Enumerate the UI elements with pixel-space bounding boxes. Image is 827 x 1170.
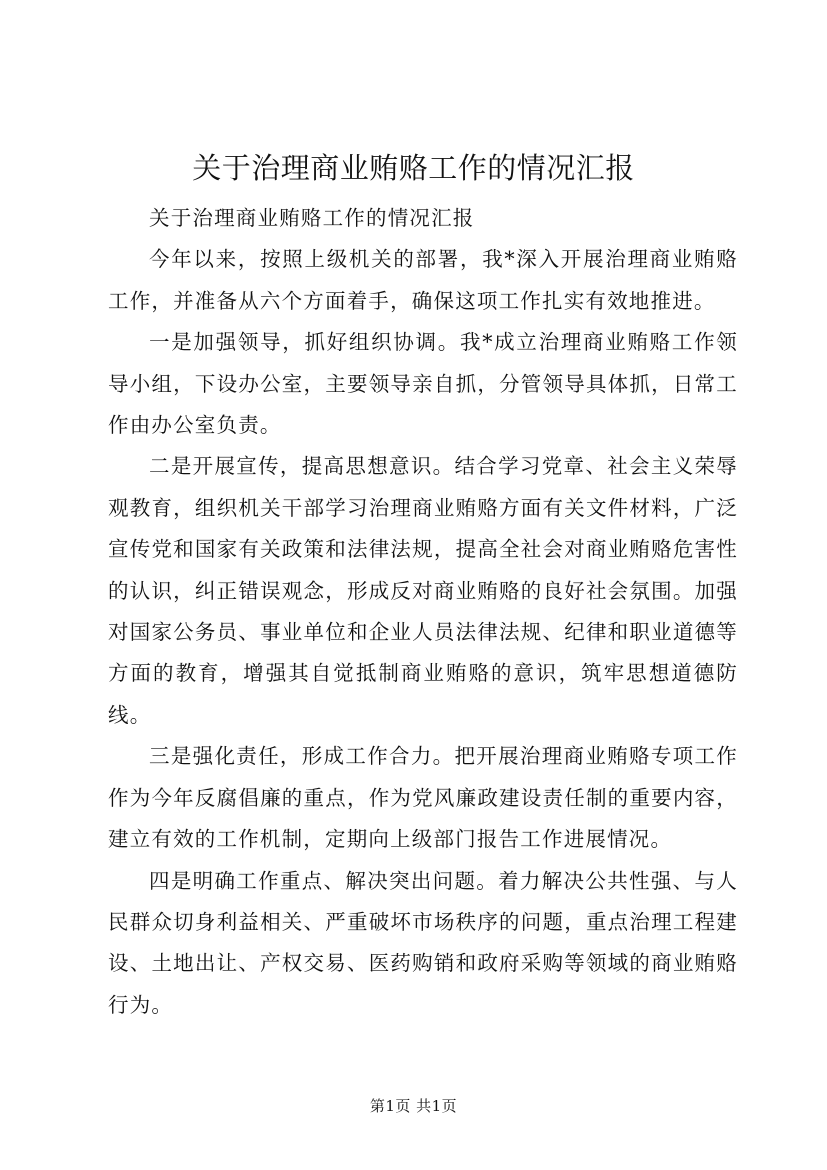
paragraph-point-four: 四是明确工作重点、解决突出问题。着力解决公共性强、与人民群众切身利益相关、严重破坏市场秩序的问题，重点治理工程建设、土地出让、产权交易、医药购销和政府采购等领域的商业贿赂行为。	[108, 868, 738, 1017]
paragraph-point-three: 三是强化责任，形成工作合力。把开展治理商业贿赂专项工作作为今年反腐倡廉的重点，作为党风廉政建设责任制的重要内容，建立有效的工作机制，定期向上级部门报告工作进展情况。	[108, 744, 738, 852]
paragraph-subtitle: 关于治理商业贿赂工作的情况汇报	[149, 206, 475, 230]
paragraph-point-one: 一是加强领导，抓好组织协调。我*成立治理商业贿赂工作领导小组，下设办公室，主要领导亲自抓，分管领导具体抓，日常工作由办公室负责。	[108, 330, 738, 438]
paragraph-point-two: 二是开展宣传，提高思想意识。结合学习党章、社会主义荣辱观教育，组织机关干部学习治理商业贿赂方面有关文件材料，广泛宣传党和国家有关政策和法律法规，提高全社会对商业贿赂危害性的认识，纠正错误观念，形成反对商业贿赂的良好社会氛围。加强对国家公务员、事业单位和企业人员法律法规、纪律和职业道德等方面的教育，增强其自觉抵制商业贿赂的意识，筑牢思想道德防线。	[108, 454, 738, 727]
document-title: 关于治理商业贿赂工作的情况汇报	[192, 151, 635, 185]
page-number-footer: 第1页 共1页	[369, 1097, 458, 1115]
document-body	[108, 198, 738, 1026]
paragraph-intro: 今年以来，按照上级机关的部署，我*深入开展治理商业贿赂工作，并准备从六个方面着手，确保这项工作扎实有效地推进。	[108, 247, 738, 313]
